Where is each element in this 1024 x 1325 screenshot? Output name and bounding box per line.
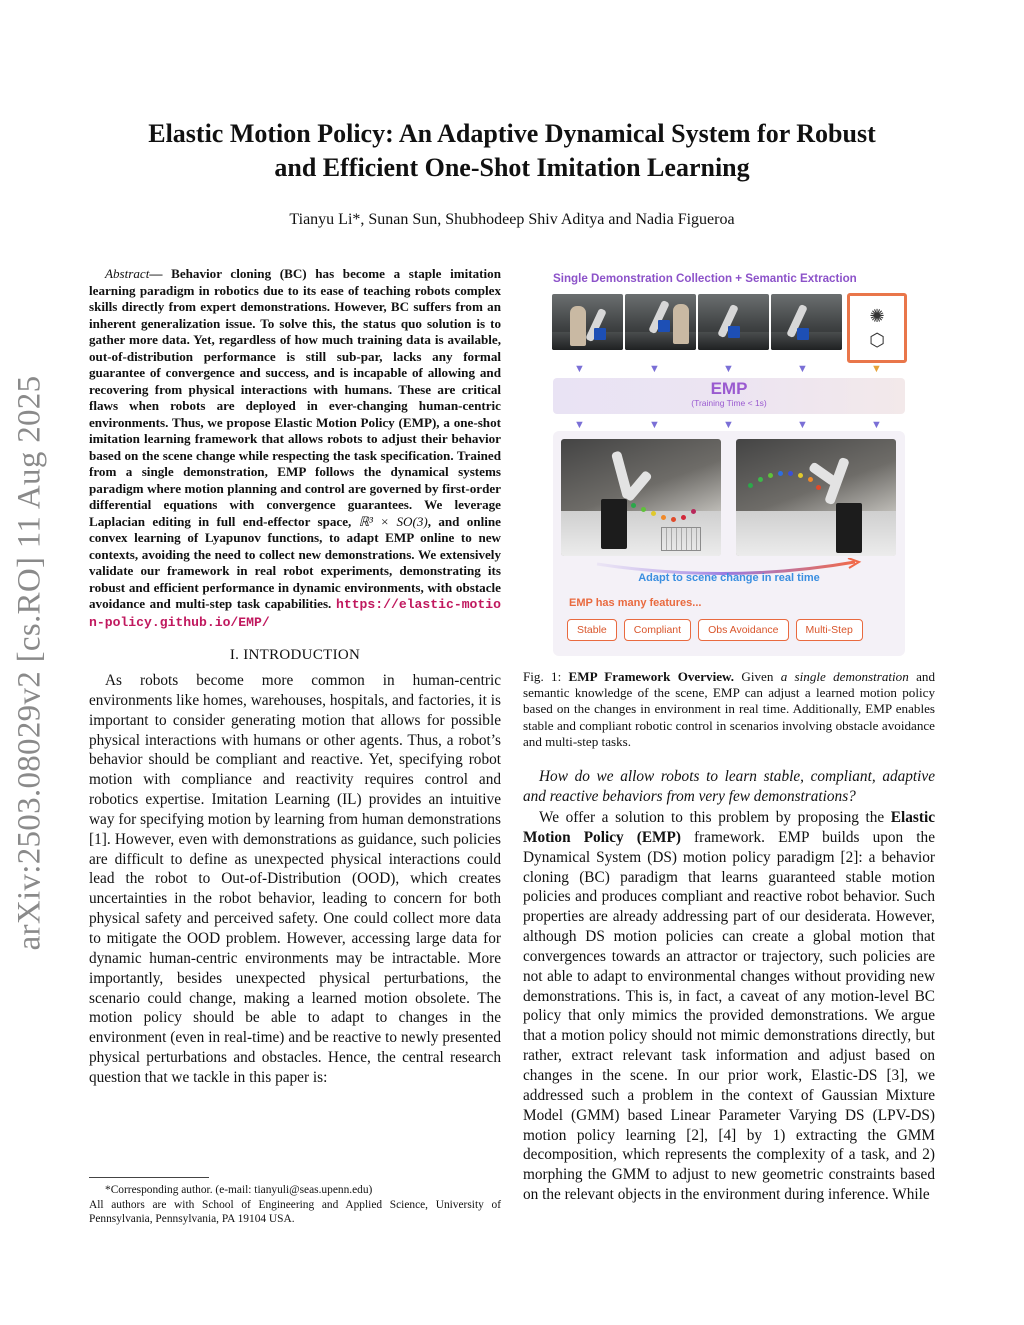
emp-training-time: (Training Time < 1s): [691, 398, 767, 408]
corresponding-author-note: *Corresponding author. (e-mail: tianyuli@seas.upenn.edu): [105, 1184, 373, 1196]
introduction-heading: I. INTRODUCTION: [229, 647, 361, 663]
emp-intro-paragraph: [523, 808, 935, 1205]
objects-icon: ⬡: [869, 330, 885, 350]
abstract-math: ℝ³ × SO(3): [358, 513, 428, 529]
abstract-label: Abstract: [105, 266, 150, 281]
demonstration-frames: [552, 294, 842, 350]
demo-frame-4: [771, 294, 842, 350]
features-label: EMP has many features...: [569, 597, 702, 609]
author-list: Tianyu Li*, Sunan Sun, Shubhodeep Shiv Aditya and Nadia Figueroa: [289, 211, 735, 228]
semantic-extraction-box: [847, 293, 907, 363]
right-column-body: [523, 808, 935, 1205]
feature-multi-step: Multi-Step: [796, 619, 863, 641]
emp-banner: [553, 378, 905, 414]
adapt-label: Adapt to scene change in real time: [638, 572, 820, 584]
footnote-divider: [89, 1177, 209, 1178]
openai-icon: ✺: [869, 306, 885, 326]
figure-heading: Single Demonstration Collection + Semantic Extraction: [553, 272, 857, 285]
research-question: How do we allow robots to learn stable, compliant, adaptive and reactive behaviors from very few demonstrations?: [523, 768, 935, 805]
arxiv-identifier: [8, 368, 52, 958]
emp-intro-text-1: We offer a solution to this problem by proposing the: [539, 809, 891, 826]
emp-intro-text-2: framework. EMP builds upon the Dynamical System (DS) motion policy paradigm [2]: a behavior cloning (BC) paradigm that learns guaranteed stable motion policies and produces compliant and reactive robot behavior. Such properties are already addressing part of our desiderata. However, although DS motion policies can create a global motion that convergences towards an attractor or trajectory, such policies are not able to adapt to environmental changes without providing new demonstrations. This is, in fact, a caveat of any motion-level BC policy that only mimics the provided demonstrations. We argue that a motion policy should not mimic demonstrations directly, but rather, extract relevant task information and adjust based on changes in the scene. In our prior work, Elastic-DS [3], we addressed such a problem in the context of Gaussian Mixture Model (GMM) based Linear Parameter Varying DS (LPV-DS) motion policy learning [2], [4] by 1) extracting the GMM decomposition, which represents the complexity of a task, and 2) morphing the GMM to adjust to new geometric constraints based on the relevant objects in the environment during inference. While: [523, 828, 935, 1204]
affiliation-note: All authors are with School of Engineering and Applied Science, University of Pennsylvania, Pennsylvania, PA 19104 USA.: [89, 1198, 501, 1225]
footnotes: [89, 1183, 501, 1227]
figure-1: [551, 263, 907, 656]
feature-stable: Stable: [567, 619, 617, 641]
demo-frame-3: [698, 294, 769, 350]
feature-obs-avoidance: Obs Avoidance: [698, 619, 788, 641]
project-url-link[interactable]: https://elastic-motion-policy.github.io/EMP/: [89, 597, 501, 630]
abstract-text-1: Behavior cloning (BC) has become a staple imitation learning paradigm in robotics due to its ease of teaching robots complex skills directly from expert demonstrations. However, BC suffers from an inherent generalization issue. To solve this, the status quo solution is to gather more data. Yet, regardless of how much training data is available, out-of-distribution performance is still sub-par, lacks any formal guarantee of convergence and success, and is incapable of allowing and recovering from physical interactions with humans. These are critical flaws when robots are deployed in ever-changing human-centric environments. Thus, we propose Elastic Motion Policy (EMP), a one-shot imitation learning framework that allows robots to adjust their behavior based on the scene change while respecting the task specification. Trained from a single demonstration, EMP follows the dynamical systems paradigm where motion planning and control are governed by first-order differential equations with convergence guarantees. We leverage Laplacian editing in full end-effector space,: [89, 266, 502, 529]
down-arrows-bottom: ▼ ▼ ▼ ▼ ▼: [574, 419, 882, 431]
introduction-paragraph: As robots become more common in human-centric environments like homes, warehouses, hospitals, and factories, it is important to consider generating motion that allows for possible physical interactions with humans or other agents. Thus, a robot’s behavior should be compliant and reactive. Yet, specifying robot motion with compliance and reactivity requires control and robotics expertise. Imitation Learning (IL) provides an intuitive way for specifying motion by learning from human demonstrations [1]. However, even with demonstrations as guidance, such policies are difficult to define as unexpected physical interactions could lead the robot to Out-of-Distribution (OOD), which creates uncertainties in the robot behavior, leading to concern for both physical safety and perceived safety. One could collect more data to mitigate the OOD problem. However, accessing large data for dynamic human-centric environments may be intractable. More importantly, besides unexpected physical perturbations, the scenario could change, making a learned motion obsolete. The motion policy should be able to adapt to changes in the environment (even in real-time) and be reactive to newly presented physical perturbations and obstacles. Hence, the central research question that we tackle in this paper is:: [89, 672, 501, 1086]
scene-panel: [553, 431, 905, 656]
robot-scene-obstacle: [561, 439, 721, 556]
robot-scene-moved: [736, 439, 896, 556]
emp-name-bold: Elastic Motion Policy (EMP): [523, 809, 935, 846]
down-arrows-top: ▼ ▼ ▼ ▼ ▼: [574, 363, 882, 375]
arxiv-identifier-text: arXiv:2503.08029v2 [cs.RO] 11 Aug 2025: [11, 375, 48, 951]
paper-title: Elastic Motion Policy: An Adaptive Dynamical System for Robust and Efficient One-Shot Imitation Learning: [148, 119, 876, 182]
abstract-text-2: , and online convex learning of Lyapunov functions, to adapt EMP online to new contexts, avoiding the need to collect new demonstrations. We extensively validate our framework in real robot experiments, demonstrating its robust and efficient performance in dynamic environments, with obstacle avoidance and multi-step task capabilities.: [89, 513, 501, 611]
abstract: [89, 266, 501, 631]
figure-caption: [523, 669, 935, 750]
abstract-dash: —: [149, 266, 172, 281]
caption-italic: a single demonstration: [780, 669, 909, 684]
feature-chips: [567, 619, 863, 641]
caption-text-1: Given: [734, 669, 781, 684]
left-column: [89, 266, 501, 1088]
caption-text-2: and semantic knowledge of the scene, EMP can adjust a learned motion policy based on the changes in environment in real time. Additionally, EMP enables stable and compliant robotic control in scenarios involving obstacle avoidance and multi-step tasks.: [523, 669, 935, 749]
feature-compliant: Compliant: [624, 619, 691, 641]
caption-prefix: Fig. 1:: [523, 669, 569, 684]
emp-label: EMP: [710, 379, 748, 398]
caption-title: EMP Framework Overview.: [568, 669, 735, 684]
demo-frame-2: [625, 294, 696, 350]
demo-frame-1: [552, 294, 623, 350]
